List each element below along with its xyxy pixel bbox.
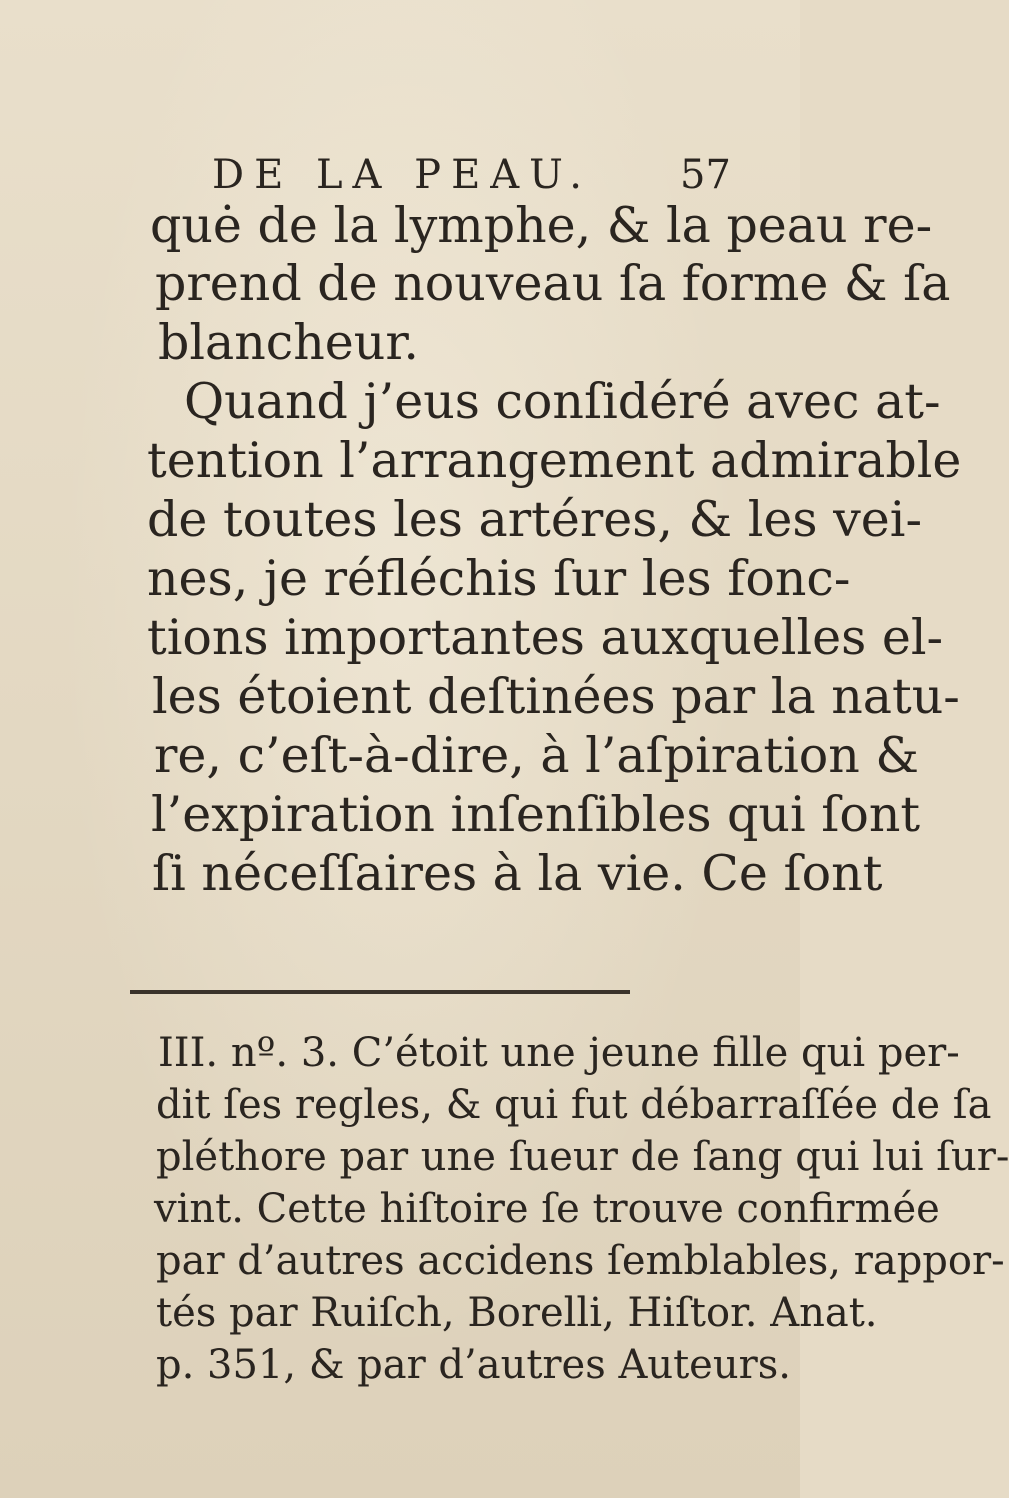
footnote-line: pléthore par une ſueur de ſang qui lui ſur- xyxy=(156,1134,1009,1180)
text-line: quė de la lymphe, & la peau re- xyxy=(150,197,933,254)
text-line: tions importantes auxquelles el- xyxy=(147,609,944,666)
text-line: blancheur. xyxy=(158,314,419,371)
footnote-separator xyxy=(130,990,630,994)
text-line: nes, je réfléchis ſur les fonc- xyxy=(147,550,851,607)
page-number: 57 xyxy=(680,152,731,198)
text-line: prend de nouveau ſa forme & ſa xyxy=(155,255,951,312)
text-line: les étoient deſtinées par la natu- xyxy=(152,668,960,725)
footnote-line: vint. Cette hiſtoire ſe trouve confirmée xyxy=(154,1186,940,1232)
text-line: de toutes les artéres, & les vei- xyxy=(147,491,923,548)
running-title: DE LA PEAU. xyxy=(212,152,592,198)
text-line: ſi néceſſaires à la vie. Ce ſont xyxy=(152,845,883,902)
text-line: tention l’arrangement admirable xyxy=(147,432,962,489)
text-line: re, c’eſt-à-dire, à l’aſpiration & xyxy=(154,727,920,784)
footnote-line: p. 351, & par d’autres Auteurs. xyxy=(156,1342,791,1388)
footnote-line: par d’autres accidens ſemblables, rappor- xyxy=(156,1238,1005,1284)
running-head xyxy=(0,152,800,202)
footnote-line: dit ſes regles, & qui fut débarraſſée de ſa xyxy=(156,1082,992,1128)
text-line: l’expiration inſenſibles qui ſont xyxy=(151,786,921,843)
footnote-line: tés par Ruiſch, Borelli, Hiſtor. Anat. xyxy=(156,1290,878,1336)
footnote-line: III. nº. 3. C’étoit une jeune fille qui per- xyxy=(158,1030,960,1076)
text-line: Quand j’eus conſidéré avec at- xyxy=(184,373,941,430)
